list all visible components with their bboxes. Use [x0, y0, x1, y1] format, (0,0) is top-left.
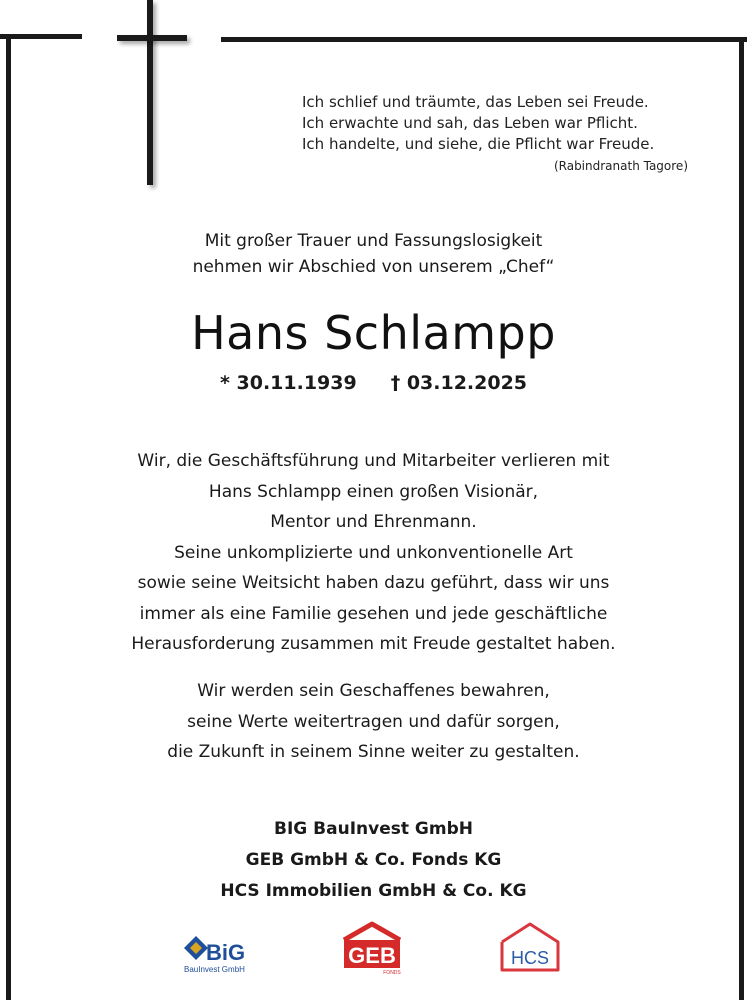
intro-line: Mit großer Trauer und Fassungslosigkeit — [204, 231, 543, 251]
company-name: BIG BauInvest GmbH — [274, 819, 473, 839]
tribute-line: die Zukunft in seinem Sinne weiter zu gestalten. — [167, 742, 580, 762]
logo-row — [0, 918, 747, 978]
geb-logo-text: GEB — [348, 943, 396, 968]
hcs-immobilien-logo — [498, 920, 562, 974]
tribute-paragraph-1 — [0, 446, 747, 660]
intro-text — [0, 228, 747, 280]
tribute-line: Wir werden sein Geschaffenes bewahren, — [197, 681, 550, 701]
quote-line: Ich erwachte und sah, das Leben war Pflicht. — [302, 114, 638, 132]
life-dates — [0, 369, 747, 397]
deceased-name: Hans Schlampp — [191, 306, 556, 360]
tribute-line: Mentor und Ehrenmann. — [270, 512, 477, 532]
death-date: † 03.12.2025 — [390, 372, 528, 394]
big-bauinvest-logo — [180, 926, 256, 974]
tribute-paragraph-2 — [0, 676, 747, 768]
tribute-line: seine Werte weitertragen und dafür sorgen, — [187, 711, 560, 732]
hcs-logo-text: HCS — [510, 948, 550, 968]
birth-date: * 30.11.1939 — [219, 372, 357, 394]
tribute-line: Herausforderung zusammen mit Freude gestaltet haben. — [131, 634, 616, 654]
company-name: GEB GmbH & Co. Fonds KG — [245, 850, 502, 870]
intro-line: nehmen wir Abschied von unserem „Chef“ — [192, 257, 555, 277]
geb-logo-subtext: FONDS — [383, 970, 401, 976]
tribute-line: Seine unkomplizierte und unkonventionelle Art — [174, 542, 573, 563]
quote-author: (Rabindranath Tagore) — [553, 159, 688, 173]
quote-line: Ich handelte, und siehe, die Pflicht war Freude. — [302, 135, 655, 153]
company-name: HCS Immobilien GmbH & Co. KG — [220, 881, 527, 901]
geb-fonds-logo — [340, 920, 404, 976]
cross-icon — [112, 0, 192, 190]
quote-block — [302, 92, 702, 175]
company-list — [0, 814, 747, 907]
tribute-line: Hans Schlampp einen großen Visionär, — [208, 481, 539, 502]
tribute-line: immer als eine Familie gesehen und jede geschäftliche — [139, 603, 608, 624]
big-logo-subtext: BauInvest GmbH — [184, 965, 245, 974]
quote-line: Ich schlief und träumte, das Leben sei Freude. — [302, 93, 649, 111]
frame-top-right-line — [221, 37, 747, 42]
tribute-line: Wir, die Geschäftsführung und Mitarbeiter verlieren mit — [137, 451, 610, 471]
big-logo-text: BiG — [206, 940, 246, 965]
tribute-line: sowie seine Weitsicht haben dazu geführt, dass wir uns — [137, 573, 610, 593]
frame-top-left-line — [0, 34, 82, 39]
